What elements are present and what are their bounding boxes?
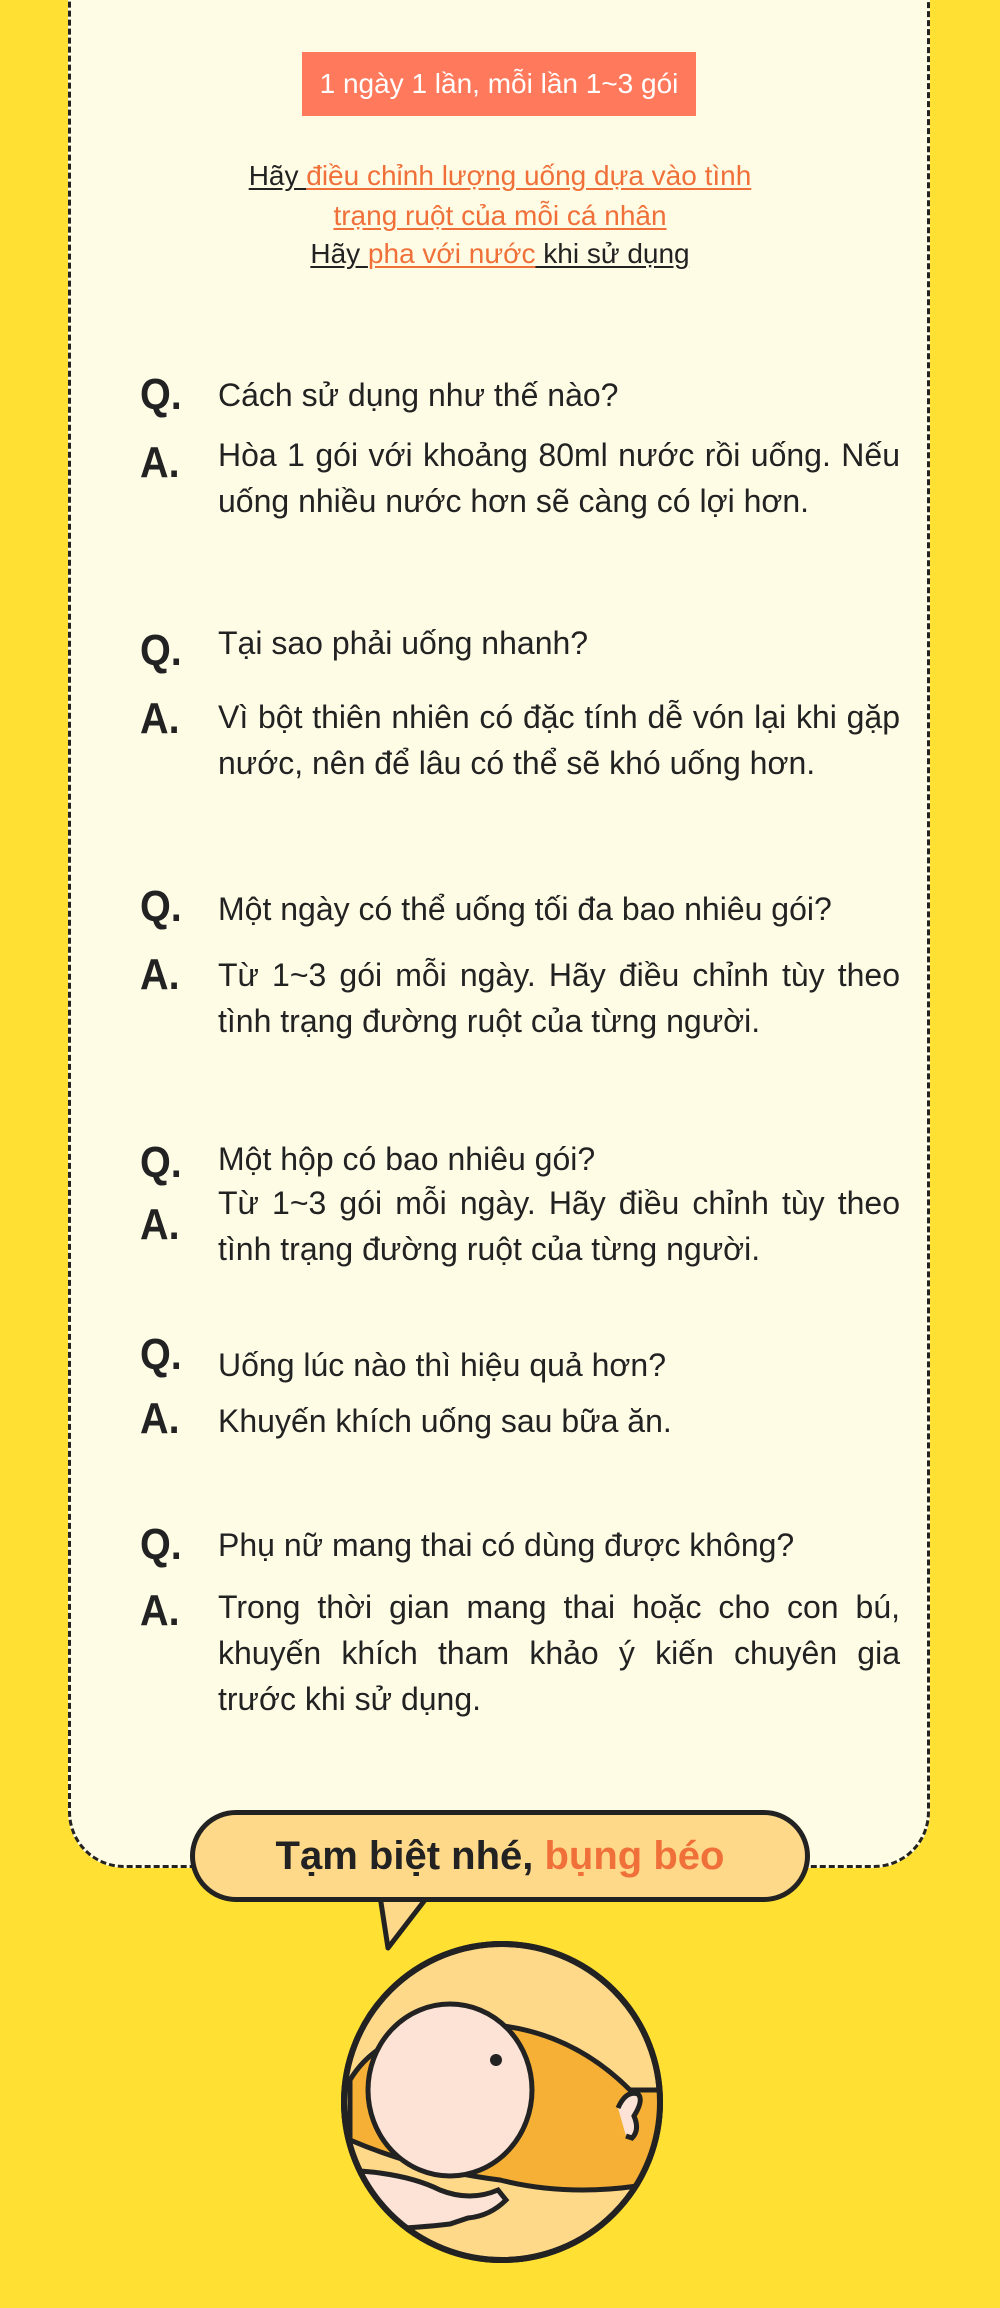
faq-answer: Hòa 1 gói với khoảng 80ml nước rồi uống. Nếu uống nhiều nước hơn sẽ càng có lợi hơn. xyxy=(218,437,900,519)
faq-question: Phụ nữ mang thai có dùng được không? xyxy=(218,1527,795,1563)
a-label: A. xyxy=(140,1200,180,1249)
faq-answer: Vì bột thiên nhiên có đặc tính dễ vón lại khi gặp nước, nên để lâu có thể sẽ khó uống hơn. xyxy=(218,699,900,781)
faq-answer: Trong thời gian mang thai hoặc cho con bú, khuyến khích tham khảo ý kiến chuyên gia trước khi sử dụng. xyxy=(218,1589,900,1717)
q-label: Q. xyxy=(140,626,182,675)
note-line-2 xyxy=(150,198,850,234)
belly-mascot-icon xyxy=(340,1940,664,2264)
faq-answer: Từ 1~3 gói mỗi ngày. Hãy điều chỉnh tùy theo tình trạng đường ruột của từng người. xyxy=(218,957,900,1039)
faq-question: Uống lúc nào thì hiệu quả hơn? xyxy=(218,1347,666,1383)
q-label: Q. xyxy=(140,1138,182,1187)
q-label: Q. xyxy=(140,370,182,419)
q-label: Q. xyxy=(140,1330,182,1379)
q-label: Q. xyxy=(140,1520,182,1569)
a-label: A. xyxy=(140,1394,180,1443)
note-text: Hãy xyxy=(310,238,368,269)
note-highlight: pha với nước xyxy=(367,238,536,269)
note-highlight: trạng ruột của mỗi cá nhân xyxy=(333,200,667,231)
dose-badge: 1 ngày 1 lần, mỗi lần 1~3 gói xyxy=(302,52,696,116)
a-label: A. xyxy=(140,1586,180,1635)
a-label: A. xyxy=(140,438,180,487)
faq-question: Tại sao phải uống nhanh? xyxy=(218,625,589,661)
note-line-3 xyxy=(150,236,850,272)
note-text: Hãy xyxy=(248,160,307,191)
a-label: A. xyxy=(140,950,180,999)
bubble-text: Tạm biệt nhé, xyxy=(275,1834,545,1878)
note-line-1 xyxy=(150,158,850,194)
faq-question: Một ngày có thể uống tối đa bao nhiêu gói? xyxy=(218,891,832,927)
note-highlight: điều chỉnh lượng uống dựa vào tình xyxy=(306,160,752,191)
faq-question: Cách sử dụng như thế nào? xyxy=(218,377,619,413)
q-label: Q. xyxy=(140,882,182,931)
faq-answer: Từ 1~3 gói mỗi ngày. Hãy điều chỉnh tùy theo tình trạng đường ruột của từng người. xyxy=(218,1185,900,1267)
faq-question: Một hộp có bao nhiêu gói? xyxy=(218,1141,596,1177)
faq-answer: Khuyến khích uống sau bữa ăn. xyxy=(218,1403,672,1439)
a-label: A. xyxy=(140,694,180,743)
farewell-bubble xyxy=(190,1810,810,1902)
note-text: khi sử dụng xyxy=(535,238,690,269)
bubble-highlight: bụng béo xyxy=(544,1834,725,1878)
